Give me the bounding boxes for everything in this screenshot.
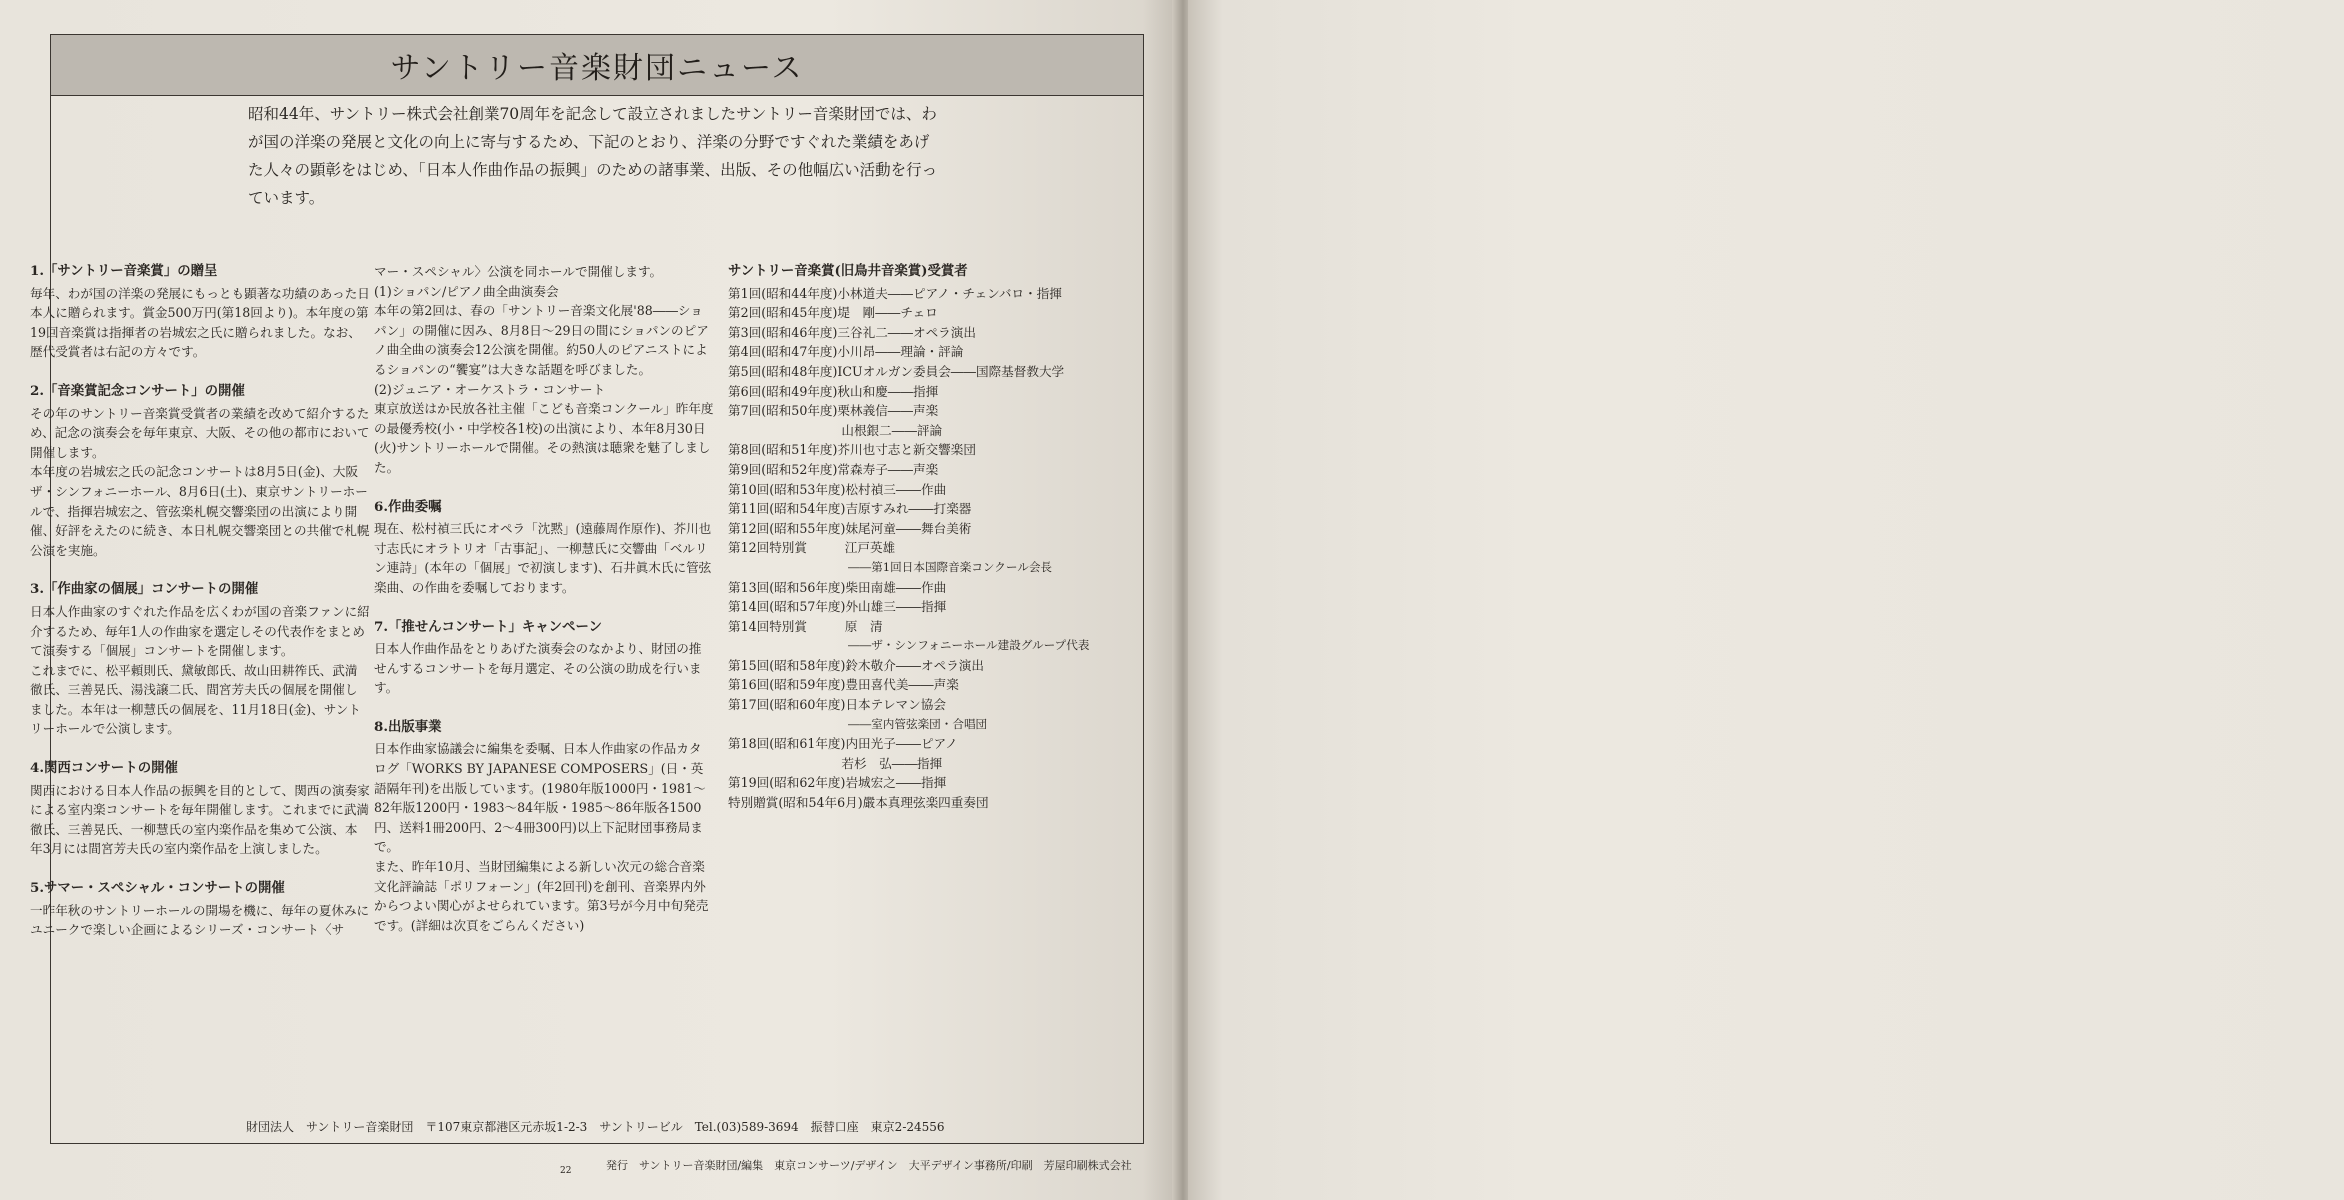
award-entry: 第3回(昭和46年度)三谷礼二――オペラ演出 xyxy=(728,324,976,340)
award-entry: 第9回(昭和52年度)常森寿子――声楽 xyxy=(728,461,939,477)
award-entry: 第14回特別賞 原 清 xyxy=(728,618,883,634)
news-section xyxy=(374,618,714,698)
awards-list xyxy=(728,284,1090,813)
intro-paragraph: 昭和44年、サントリー株式会社創業70周年を記念して設立されましたサントリー音楽財団では、わが国の洋楽の発展と文化の向上に寄与するため、下記のとおり、洋楽の分野ですぐれた業績をあげた人々の顕彰をはじめ、「日本人作曲作品の振興」のための諸事業、出版、その他幅広い活動を行っています。 xyxy=(248,105,938,207)
award-note: ――ザ・シンフォニーホール建設グループ代表 xyxy=(848,638,1090,653)
award-entry: 山根銀二――評論 xyxy=(728,422,943,438)
right-page xyxy=(1188,0,2344,1200)
award-entry: 第6回(昭和49年度)秋山和慶――指揮 xyxy=(728,383,939,399)
section-text: 日本人作曲作品をとりあげた演奏会のなかより、財団の推せんするコンサートを毎月選定、その公演の助成を行います。 xyxy=(374,641,702,696)
news-column-1 xyxy=(30,262,370,960)
news-section xyxy=(374,262,714,478)
section-heading: 5.サマー・スペシャル・コンサートの開催 xyxy=(30,880,285,897)
news-section xyxy=(374,718,714,936)
award-entry: 第12回特別賞 江戸英雄 xyxy=(728,540,896,556)
section-text: 関西における日本人作品の振興を目的として、関西の演奏家による室内楽コンサートを毎年開催します。これまでに武満徹氏、三善晃氏、一柳慧氏の室内楽作品を集めて公演、本年3月には間宮芳夫氏の室内楽作品を上演しました。 xyxy=(30,782,370,857)
section-text: 日本人作曲家のすぐれた作品を広くわが国の音楽ファンに紹介するため、毎年1人の作曲家を選定しその代表作をまとめて演奏する「個展」コンサートを開催します。 これまでに、松平頼則氏、黛敏郎氏、故山田耕筰氏、武満徹氏、三善晃氏、湯浅譲二氏、間宮芳夫氏の個展を開催しました。本年は一柳慧氏の個展を、11月18日(金)、サントリーホールで公演します。 xyxy=(30,603,370,737)
section-text: マー・スペシャル〉公演を同ホールで開催します。 (1)ショパン/ピアノ曲全曲演奏会 本年の第2回は、春の「サントリー音楽文化展'88――ショパン」の開催に因み、8月8日〜29日の間にショパンのピアノ曲全曲の演奏会12公演を開催。約50人のピアニストによるショパンの“饗宴”は大きな話題を呼びました。 (2)ジュニア・オーケストラ・コンサート 東京放送はか民放各社主催「こども音楽コンクール」昨年度の最優秀校(小・中学校各1校)の出演により、本年8月30日(火)サントリーホールで開催。その熱演は聴衆を魅了しました。 xyxy=(374,264,714,475)
news-section xyxy=(30,262,370,362)
awards-title: サントリー音楽賞(旧鳥井音楽賞)受賞者 xyxy=(728,263,968,279)
news-section xyxy=(374,498,714,598)
section-heading: 8.出版事業 xyxy=(374,718,442,735)
award-entry: 第4回(昭和47年度)小川昂――理論・評論 xyxy=(728,344,964,360)
section-text: その年のサントリー音楽賞受賞者の業績を改めて紹介するため、記念の演奏会を毎年東京、大阪、その他の都市において開催します。 本年度の岩城宏之氏の記念コンサートは8月5日(金)、大阪ザ・シンフォニーホール、8月6日(土)、東京サントリーホールで、指揮岩城宏之、管弦楽札幌交響楽団の出演により開催、好評をえたのに続き、本日札幌交響楽団との共催で札幌公演を実施。 xyxy=(30,405,370,558)
news-section xyxy=(30,580,370,739)
award-note: ――第1回日本国際音楽コンクール会長 xyxy=(848,559,1053,574)
award-entry: 第11回(昭和54年度)吉原すみれ――打楽器 xyxy=(728,501,972,517)
awards-column xyxy=(728,262,1090,813)
award-entry: 第19回(昭和62年度)岩城宏之――指揮 xyxy=(728,775,947,791)
section-heading: 2.「音楽賞記念コンサート」の開催 xyxy=(30,382,245,399)
section-heading: 6.作曲委嘱 xyxy=(374,498,442,515)
award-entry: 第17回(昭和60年度)日本テレマン協会 xyxy=(728,697,946,713)
award-entry: 特別贈賞(昭和54年6月)嚴本真理弦楽四重奏団 xyxy=(728,795,989,811)
news-section xyxy=(30,759,370,859)
section-text: 日本作曲家協議会に編集を委嘱、日本人作曲家の作品カタログ「WORKS BY JAPANESE COMPOSERS」(日・英語隔年刊)を出版しています。(1980年版1000円・1981〜82年版1200円・1983〜84年版・1985〜86年版各1500円、送料1冊200円、2〜4冊300円)以上下記財団事務局まで。 また、昨年10月、当財団編集による新しい次元の総合音楽文化評論誌「ポリフォーン」(年2回刊)を創刊、音楽界内外からつよい関心がよせられています。第3号が今月中旬発売です。(詳細は次頁をごらんください) xyxy=(374,741,709,933)
award-entry: 第16回(昭和59年度)豊田喜代美――声楽 xyxy=(728,677,959,693)
award-entry: 第18回(昭和61年度)内田光子――ピアノ xyxy=(728,736,958,752)
award-entry: 若杉 弘――指揮 xyxy=(728,755,943,771)
news-header-title: サントリー音楽財団ニュース xyxy=(390,51,804,86)
section-heading: 1.「サントリー音楽賞」の贈呈 xyxy=(30,263,218,279)
award-entry: 第2回(昭和45年度)堤 剛――チェロ xyxy=(728,305,938,321)
news-section xyxy=(30,879,370,940)
award-entry: 第10回(昭和53年度)松村禎三――作曲 xyxy=(728,481,947,497)
news-column-2 xyxy=(374,262,714,955)
section-heading: 4.関西コンサートの開催 xyxy=(30,760,178,777)
section-text: 現在、松村禎三氏にオペラ「沈黙」(遠藤周作原作)、芥川也寸志氏にオラトリオ「古事記」、一柳慧氏に交響曲「ベルリン連詩」(本年の「個展」で初演します)、石井眞木氏に管弦楽曲、の作曲を委嘱しております。 xyxy=(374,521,712,595)
award-entry: 第15回(昭和58年度)鈴木敬介――オペラ演出 xyxy=(728,657,984,673)
award-note: ――室内管弦楽団・合唱団 xyxy=(848,716,988,731)
award-entry: 第7回(昭和50年度)栗林義信――声楽 xyxy=(728,403,939,419)
award-entry: 第5回(昭和48年度)ICUオルガン委員会――国際基督教大学 xyxy=(728,363,1065,379)
news-section xyxy=(30,382,370,560)
section-text: 一昨年秋のサントリーホールの開場を機に、毎年の夏休みにユニークで楽しい企画によるシリーズ・コンサート〈サ xyxy=(30,902,370,938)
news-header xyxy=(51,35,1143,96)
section-heading: 7.「推せんコンサート」キャンペーン xyxy=(374,618,602,635)
award-entry: 第1回(昭和44年度)小林道夫――ピアノ・チェンバロ・指揮 xyxy=(728,285,1062,301)
page-number-left: 22 xyxy=(560,1166,572,1176)
award-entry: 第8回(昭和51年度)芥川也寸志と新交響楽団 xyxy=(728,442,976,458)
award-entry: 第14回(昭和57年度)外山雄三――指揮 xyxy=(728,599,947,615)
award-entry: 第13回(昭和56年度)柴田南雄――作曲 xyxy=(728,579,947,595)
award-entry: 第12回(昭和55年度)妹尾河童――舞台美術 xyxy=(728,520,972,536)
section-heading: 3.「作曲家の個展」コンサートの開催 xyxy=(30,581,259,598)
publication-credits: 発行 サントリー音楽財団/編集 東京コンサーツ/デザイン 大平デザイン事務所/印刷 芳屋印刷株式会社 xyxy=(606,1159,1132,1172)
foundation-address-footer: 財団法人 サントリー音楽財団 〒107東京都港区元赤坂1-2-3 サントリービル Tel.(03)589-3694 振替口座 東京2-24556 xyxy=(246,1120,945,1134)
section-text: 毎年、わが国の洋楽の発展にもっとも顕著な功績のあった日本人に贈られます。賞金500万円(第18回より)。本年度の第19回音楽賞は指揮者の岩城宏之氏に贈られました。なお、歴代受賞者は右記の方々です。 xyxy=(30,285,370,360)
